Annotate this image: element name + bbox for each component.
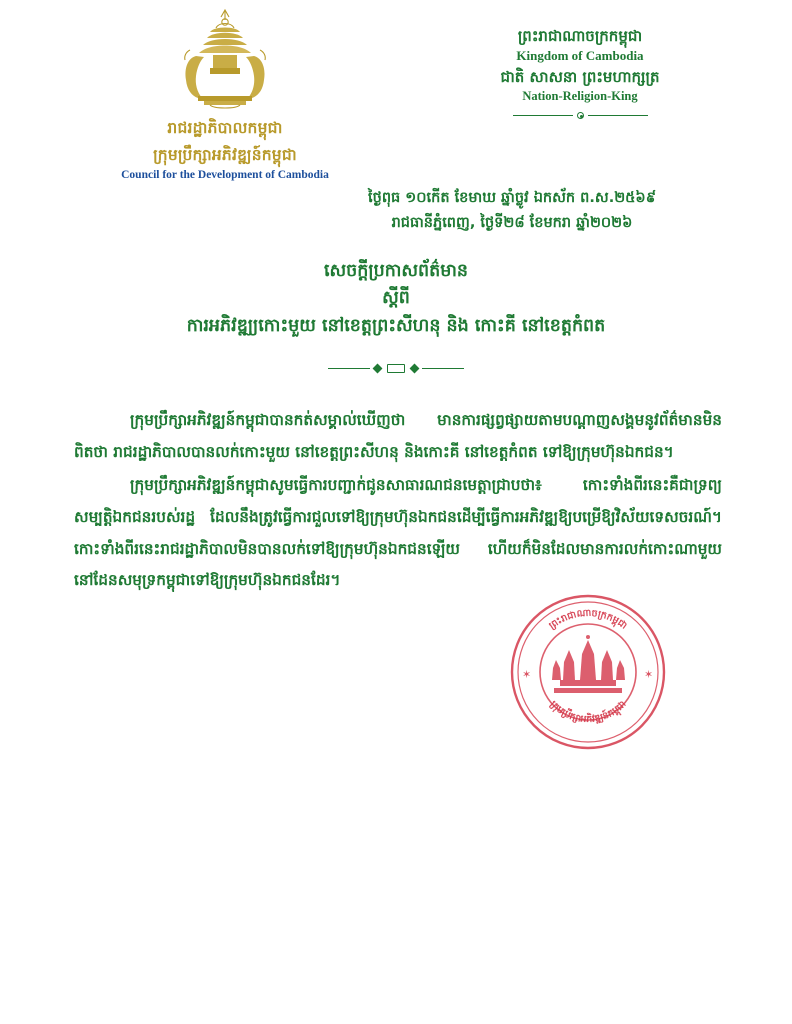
title-line-1: សេចក្ដីប្រកាសព័ត៌មាន <box>323 261 469 281</box>
seal-top-text: ព្រះរាជាណាចក្រកម្ពុជា <box>547 607 630 632</box>
official-round-seal-icon <box>508 592 668 752</box>
header-left-block <box>60 8 390 181</box>
title-divider-ornament <box>0 364 792 373</box>
kingdom-en-title: Kingdom of Cambodia <box>516 48 644 63</box>
body-paragraph-2: ក្រុមប្រឹក្សាអភិវឌ្ឍន៍កម្ពុជាសូមធ្វើការបញ្ជាក់ជូនសាធារណជនមេត្តាជ្រាបថា៖ កោះទាំងពីរនេះគឺជាទ្រព្យសម្បត្តិឯកជនរបស់រដ្ឋ ដែលនឹងត្រូវធ្វើការជួលទៅឱ្យក្រុមហ៊ុនឯកជនដើម្បីធ្វើការអភិវឌ្ឍឱ្យបម្រើឱ្យវិស័យទេសចរណ៍។ កោះទាំងពីរនេះរាជរដ្ឋាភិបាលមិនបានលក់ទៅឱ្យក្រុមហ៊ុនឯកជនឡើយ ហើយក៏មិនដែលមានការលក់កោះណាមួយនៅដែនសមុទ្រកម្ពុជាទៅឱ្យក្រុមហ៊ុនឯកជនដែរ។ <box>74 476 722 590</box>
body-paragraph-1: ក្រុមប្រឹក្សាអភិវឌ្ឍន៍កម្ពុជាបានកត់សម្គាល់ឃើញថា មានការផ្សព្វផ្សាយតាមបណ្ដាញសង្គមនូវព័ត៌មានមិនពិតថា រាជរដ្ឋាភិបាលបានលក់កោះមួយ នៅខេត្តព្រះសីហនុ និងកោះគី នៅខេត្តកំពត ទៅឱ្យក្រុមហ៊ុនឯកជន។ <box>74 411 722 461</box>
header-kh-gov-line1: រាជរដ្ឋាភិបាលកម្ពុជា <box>167 119 283 137</box>
title-line-2: ស្ដីពី <box>382 288 410 309</box>
cambodia-royal-emblem-icon <box>166 8 284 112</box>
buddhist-date-line: ថ្ងៃពុធ ១០កើត ខែមាឃ ឆ្នាំច្លូវ ឯកស័ក ព.ស.២៥៦៩ <box>368 190 656 206</box>
seal-star-left: ✶ <box>522 668 532 681</box>
motto-kh: ជាតិ សាសនា ព្រះមហាក្សត្រ <box>500 68 660 86</box>
gregorian-date-line: រាជធានីភ្នំពេញ, ថ្ងៃទី២៨ ខែមករា ឆ្នាំ២០២៦ <box>391 215 633 232</box>
seal-bottom-text: ក្រុមប្រឹក្សាអភិវឌ្ឍន៍កម្ពុជា <box>547 698 629 726</box>
motto-en: Nation-Religion-King <box>522 89 638 103</box>
kingdom-kh-title: ព្រះរាជាណាចក្រកម្ពុជា <box>517 27 643 45</box>
seal-star-right: ✶ <box>644 668 654 681</box>
svg-text:ព្រះរាជាណាចក្រកម្ពុជា <box>547 608 629 632</box>
header-right-block <box>430 26 730 119</box>
date-block <box>302 186 722 237</box>
header-flourish-ornament <box>430 112 730 119</box>
title-line-3: ការអភិវឌ្ឍ្យកោះមួយ នៅខេត្តព្រះសីហនុ និង កោះគី នៅខេត្តកំពត <box>186 316 606 337</box>
header-en-cdc-name: Council for the Development of Cambodia <box>121 168 329 181</box>
document-title-block <box>0 258 792 340</box>
svg-text:ក្រុមប្រឹក្សាអភិវឌ្ឍន៍កម្ពុជា <box>547 699 628 725</box>
document-header <box>0 0 792 185</box>
header-kh-cdc-line2: ក្រុមប្រឹក្សាអភិវឌ្ឍន៍កម្ពុជា <box>153 145 297 164</box>
document-body <box>74 405 722 599</box>
